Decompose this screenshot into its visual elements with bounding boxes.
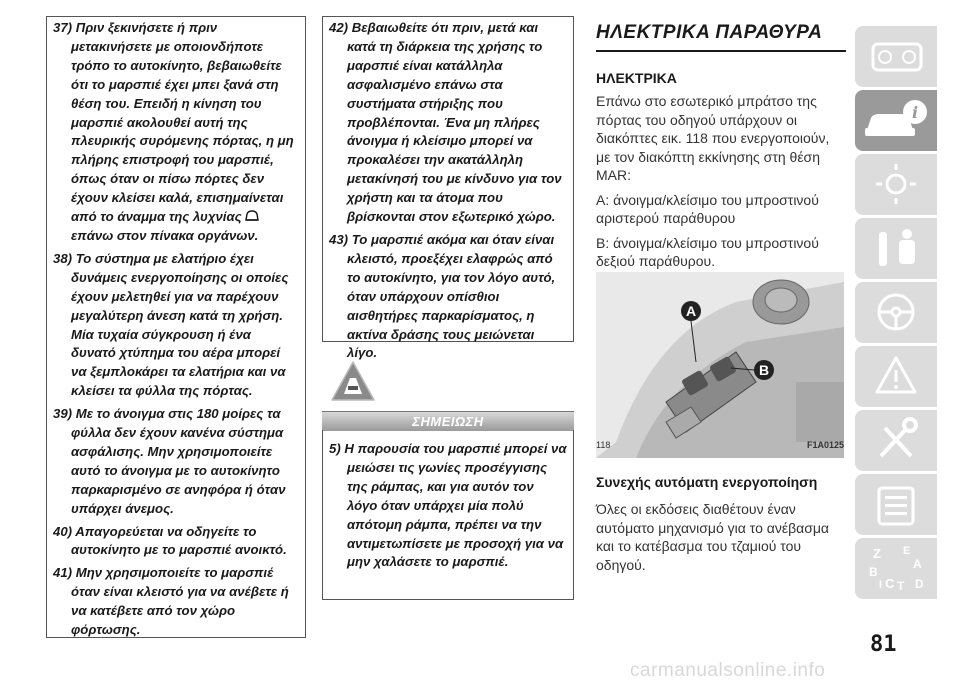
item-b-paragraph: B: άνοιγμα/κλείσιμο του μπροστινού δεξιού παράθυρου. — [596, 234, 819, 269]
auto-paragraph: Όλες οι εκδόσεις διαθέτουν έναν αυτόματο μηχανισμό για το ανέβασμα και το κατέβασμα του τζαμιού του οδηγού. — [596, 501, 830, 573]
svg-text:i: i — [911, 103, 919, 122]
item-a-paragraph: A: άνοιγμα/κλείσιμο του μπροστινού αριστερού παράθυρου — [596, 191, 819, 226]
index-letter: B — [869, 565, 878, 579]
road-warning-icon — [330, 360, 376, 402]
door-open-warning-icon — [244, 210, 260, 222]
warning-tab[interactable] — [855, 346, 937, 407]
steering-wheel-icon — [879, 295, 913, 329]
dashboard-icon — [873, 44, 921, 70]
specs-list-icon — [879, 488, 913, 524]
warnings-box-left — [46, 16, 306, 638]
index-tab[interactable] — [855, 538, 937, 599]
specs-tab[interactable] — [855, 474, 937, 535]
figure-caption — [596, 440, 844, 450]
label-b: B — [758, 362, 770, 378]
warning-item-38: 38) Το σύστημα με ελατήριο έχει δυνάμεις ενεργοποίησης οι οποίες έχουν μελετηθεί για να παρέχουν μεγαλύτερη άνεση κατά τη χρήση. Μία τυχαία σύγκρουση ή ένα δυνατό χτύπημα του αέρα μπορεί να ξεμπλοκάρει τα ελατήρια και να κλείσει τα φύλλα της πόρτας. — [53, 250, 289, 399]
section-subtitle: ΗΛΕΚΤΡΙΚΑ — [596, 70, 677, 86]
figure-number: 118 — [596, 440, 611, 450]
label-a: A — [685, 303, 697, 319]
auto-subtitle: Συνεχής αυτόματη ενεργοποίηση — [596, 474, 818, 490]
lights-tab[interactable] — [855, 154, 937, 215]
figure-id: F1A0125 — [806, 440, 844, 450]
intro-paragraph: Επάνω στο εσωτερικό μπράτσο της πόρτας του οδηγού υπάρχουν οι διακόπτες εικ. 118 που ενεργοποιούν, με τον διακόπτη εκκίνησης στη θέση MAR: — [596, 93, 830, 183]
warning-item-40: 40) Απαγορεύεται να οδηγείτε το αυτοκίνητο με το μαρσπιέ ανοικτό. — [53, 523, 287, 558]
car-info-tab[interactable] — [855, 90, 937, 151]
car-info-icon — [865, 100, 927, 136]
index-letter: Z — [873, 546, 881, 561]
watermark: carmanualsonline.info — [630, 660, 826, 681]
electric-windows-section — [596, 16, 846, 271]
warning-item-39: 39) Με το άνοιγμα στις 180 μοίρες τα φύλλα δεν έχουν κανένα σύστημα ασφάλισης. Μην χρησιμοποιείτε αυτό το άνοιγμα με το αυτοκίνητο παρκαρισμένο σε ανηφόρα ή όταν υπάρχει άνεμος. — [53, 406, 286, 516]
safety-icon — [879, 229, 915, 266]
note-box — [322, 430, 574, 600]
warning-triangle-icon — [877, 358, 915, 392]
index-letter: D — [915, 577, 924, 591]
index-letter: I — [879, 579, 883, 591]
steering-tab[interactable] — [855, 282, 937, 343]
index-letter: T — [897, 579, 905, 593]
warning-item-37: 37) Πριν ξεκινήσετε ή πριν μετακινήσετε με οποιονδήποτε τρόπο το αυτοκίνητο, βεβαιωθείτε ότι το μαρσπιέ έχει μπει ξανά στη θέση του. Επειδή η κίνηση του μαρσπιέ ακολουθεί αυτή της πλευρικής συρόμενης πόρτας, η μη πλήρης επιστροφή του μαρσπιέ, όπως όταν οι πίσω πόρτες δεν έχουν κλείσει καλά, επισημαίνεται από το άναμμα της λυχνίας επάνω στον πίνακα οργάνων. — [53, 20, 294, 243]
note-item-5: 5) Η παρουσία του μαρσπιέ μπορεί να μειώσει τις γωνίες προσέγγισης της ράμπας, και για αυτόν τον λόγο όταν υπάρχει μία πολύ απότομη ράμπα, πρέπει να την αντιμετωπίσετε με προσοχή για να μην χαλάσετε το μαρσπιέ. — [329, 441, 567, 570]
dashboard-tab[interactable] — [855, 26, 937, 87]
index-letter: E — [903, 545, 911, 557]
warning-item-42: 42) Βεβαιωθείτε ότι πριν, μετά και κατά τη διάρκεια της χρήσης το μαρσπιέ είναι κατάλληλα ασφαλισμένο επάνω στα συστήματα στήριξης που προβλέπονται. Ένα μη πλήρες άνοιγμα ή κλείσιμο μπορεί να προκαλέσει την ακατάλληλη μετακίνησή του με κίνδυνο για τον χρήστη και τα άτομα που βρίσκονται στον εξωτερικό χώρο. — [329, 20, 562, 225]
chapter-sidebar — [855, 26, 937, 602]
warning-item-43: 43) Το μαρσπιέ ακόμα και όταν είναι κλειστό, προεξέχει ελαφρώς από το αυτοκίνητο, για τον λόγο αυτό, όταν υπάρχουν οπίσθιοι αισθητήρες παρκαρίσματος, η ακτίνα δράσης τους μειώνεται λίγο. — [329, 231, 556, 361]
safety-tab[interactable] — [855, 218, 937, 279]
window-switch-figure — [596, 272, 844, 458]
index-letter: C — [885, 576, 895, 591]
note-header: ΣΗΜΕΙΩΣΗ — [322, 411, 574, 431]
tools-tab[interactable] — [855, 410, 937, 471]
section-title: ΗΛΕΚΤΡΙΚΑ ΠΑΡΑΘΥΡΑ — [596, 22, 846, 52]
warnings-box-mid — [322, 16, 574, 361]
warning-item-41: 41) Μην χρησιμοποιείτε το μαρσπιέ όταν είναι κλειστό για να ανέβετε ή να κατέβετε από τον χώρο φόρτωσης. — [53, 565, 289, 638]
page-number: 81 — [870, 632, 897, 657]
light-bulb-icon — [876, 164, 916, 204]
tools-icon — [881, 419, 916, 456]
index-letter: A — [913, 557, 922, 571]
